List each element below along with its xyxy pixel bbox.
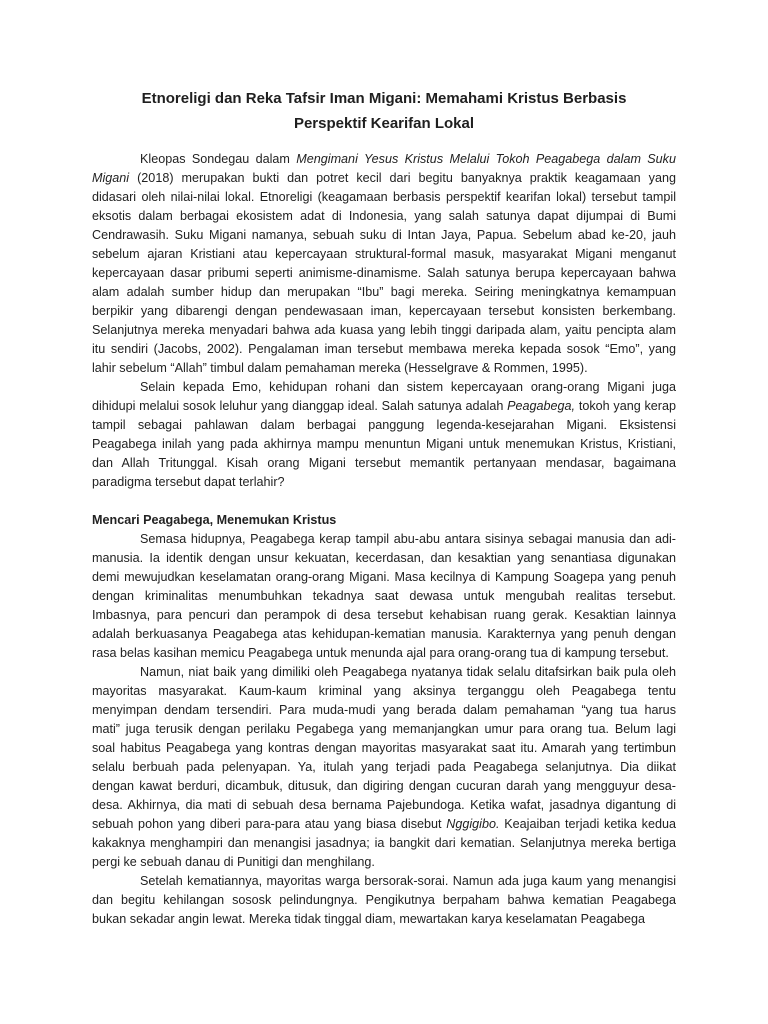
p4-line: mayoritas masyarakat. Kaum-kaum kriminal yang aksinya terganggu oleh Peagabega tentu xyxy=(92,684,676,698)
document-body xyxy=(92,150,676,929)
p4-line: desa. Akhirnya, dia mati di sebuah desa bernama Pajebundoga. Ketika wafat, jasadnya digantung di xyxy=(92,798,676,812)
p2-line: Selain kepada Emo, kehidupan rohani dan sistem kepercayaan orang-orang Migani juga xyxy=(140,380,676,394)
p4-line: Namun, niat baik yang dimiliki oleh Peagabega nyatanya tidak selalu ditafsirkan baik pula oleh xyxy=(140,665,676,679)
paragraph-5 xyxy=(92,872,676,929)
p1-line: eksotis dalam berbagai ekosistem adat di Indonesia, yang salah satunya dapat dijumpai di Bumi xyxy=(92,209,676,223)
p5-line: dan begitu kehilangan sososk pelindungnya. Pengikutnya berpaham bahwa kematian Peagabega xyxy=(92,893,676,907)
p1-line: sebelum ajaran Kristiani atau kepercayaan struktural-formal masuk, masyarakat Migani menganut xyxy=(92,247,676,261)
paragraph-3 xyxy=(92,530,676,663)
p3-line: dengan kriminalitas menumbuhkan tekadnya saat dewasa untuk mengubah realitas tersebut. xyxy=(92,589,676,603)
document-title xyxy=(92,86,676,136)
p3-line: Semasa hidupnya, Peagabega kerap tampil abu-abu antara sisinya sebagai manusia dan adi- xyxy=(140,532,676,546)
p1-line: Kleopas Sondegau dalam Mengimani Yesus Kristus Melalui Tokoh Peagabega dalam Suku xyxy=(140,152,676,166)
p1-line: alam adalah sumber hidup dan merupakan “Ibu” bagi mereka. Seiring meningkatnya kemampuan xyxy=(92,285,676,299)
p2-line: paradigma tersebut dapat terlahir? xyxy=(92,475,285,489)
title-line-2: Perspektif Kearifan Lokal xyxy=(293,115,475,132)
p2-line: tampil sebagai pahlawan dalam berbagai panggung legenda-kesejarahan Migani. Eksistensi xyxy=(92,418,676,432)
p2-line: dan Allah Tritunggal. Kisah orang Migani tersebut memantik pertanyaan mendasar, bagaimana xyxy=(92,456,676,470)
p4-line: kakaknya menghampiri dan menangisi jasadnya; ia bangkit dari kematian. Selanjutnya mereka bertiga xyxy=(92,836,676,850)
p2-line: Peagabega inilah yang pada akhirnya mampu menuntun Migani untuk menemukan Kristus, Kristiani, xyxy=(92,437,676,451)
p4-line: mati” juga terusik dengan perilaku Pegabega yang memanjangkan umur para orang tua. Belum lagi xyxy=(92,722,676,736)
paragraph-1 xyxy=(92,150,676,378)
p4-line: dengan kawat berduri, dicambuk, ditusuk, dan digiring dengan cucuran darah yang mengguyur desa- xyxy=(92,779,676,793)
p1-line: itu sendiri (Jacobs, 2002). Pengalaman iman tersebut membawa mereka kepada sosok “Emo”, yang xyxy=(92,342,676,356)
p3-line: manusia. Ia identik dengan unsur kekuatan, kecerdasan, dan kesaktian yang senantiasa digunakan xyxy=(92,551,676,565)
p4-line: menyimpan dendam tersendiri. Para muda-mudi yang berada dalam pemahaman “yang tua harus xyxy=(92,703,676,717)
title-line-1: Etnoreligi dan Reka Tafsir Iman Migani: Memahami Kristus Berbasis xyxy=(141,90,627,107)
p1-line: Selanjutnya mereka menyadari bahwa ada kuasa yang lebih tinggi daripada alam, yaitu pencipta alam xyxy=(92,323,676,337)
paragraph-2 xyxy=(92,378,676,492)
p3-line: demi mewujudkan keselamatan orang-orang Migani. Masa kecilnya di Kampung Soagepa yang penuh xyxy=(92,570,676,584)
p1-line: kepercayaan dasar pribumi seperti animisme-dinamisme. Salah satunya berupa kepercayaan bahwa xyxy=(92,266,676,280)
p1-line: Cendrawasih. Suku Migani namanya, sebuah suku di Intan Jaya, Papua. Sebelum abad ke-20, jauh xyxy=(92,228,676,242)
section-heading: Mencari Peagabega, Menemukan Kristus xyxy=(92,513,337,527)
p1-line: lahir sebelum “Allah” timbul dalam pemahaman mereka (Hesselgrave & Rommen, 1995). xyxy=(92,361,588,375)
p3-line: rasa belas kasihan memicu Peagabega untuk menunda ajal para orang-orang tua di kampung tersebut. xyxy=(92,646,669,660)
p2-line: dihidupi melalui sosok leluhur yang dianggap ideal. Salah satunya adalah Peagabega, tokoh yang kerap xyxy=(92,399,676,413)
p4-line: pergi ke sebuah danau di Punitigi dan menghilang. xyxy=(92,855,375,869)
p3-line: Imbasnya, para pencuri dan perampok di desa tersebut kehabisan ruang gerak. Kesaktian lainnya xyxy=(92,608,676,622)
p3-line: adalah berkuasanya Peagabega atas kehidupan-kematian manusia. Karakternya yang penuh dengan xyxy=(92,627,676,641)
p5-line: bukan sekadar angin lewat. Mereka tidak tinggal diam, mewartakan karya keselamatan Peagabega xyxy=(92,912,646,926)
paragraph-4 xyxy=(92,663,676,872)
p4-line: soal habitus Peagabega yang kontras dengan mayoritas masyarakat saat itu. Amarah yang tertimbun xyxy=(92,741,676,755)
p4-line: sebuah pohon yang diberi para-para atau yang biasa disebut Nggigibo. Keajaiban terjadi ketika kedua xyxy=(92,817,676,831)
p4-line: selalu berbuah pada pelenyapan. Ya, itulah yang terjadi pada Peagabega selanjutnya. Dia diikat xyxy=(92,760,676,774)
p1-line: Migani (2018) merupakan bukti dan potret kecil dari begitu banyaknya praktik keagamaan yang xyxy=(92,171,676,185)
p1-line: didasari oleh nilai-nilai lokal. Etnoreligi (keagamaan berbasis perspektif kearifan lokal) tersebut tampil xyxy=(92,190,676,204)
p1-line: berpikir yang dibarengi dengan pendewasaan iman, kepercayaan tersebut konsisten berkembang. xyxy=(92,304,676,318)
p5-line: Setelah kematiannya, mayoritas warga bersorak-sorai. Namun ada juga kaum yang menangisi xyxy=(140,874,676,888)
